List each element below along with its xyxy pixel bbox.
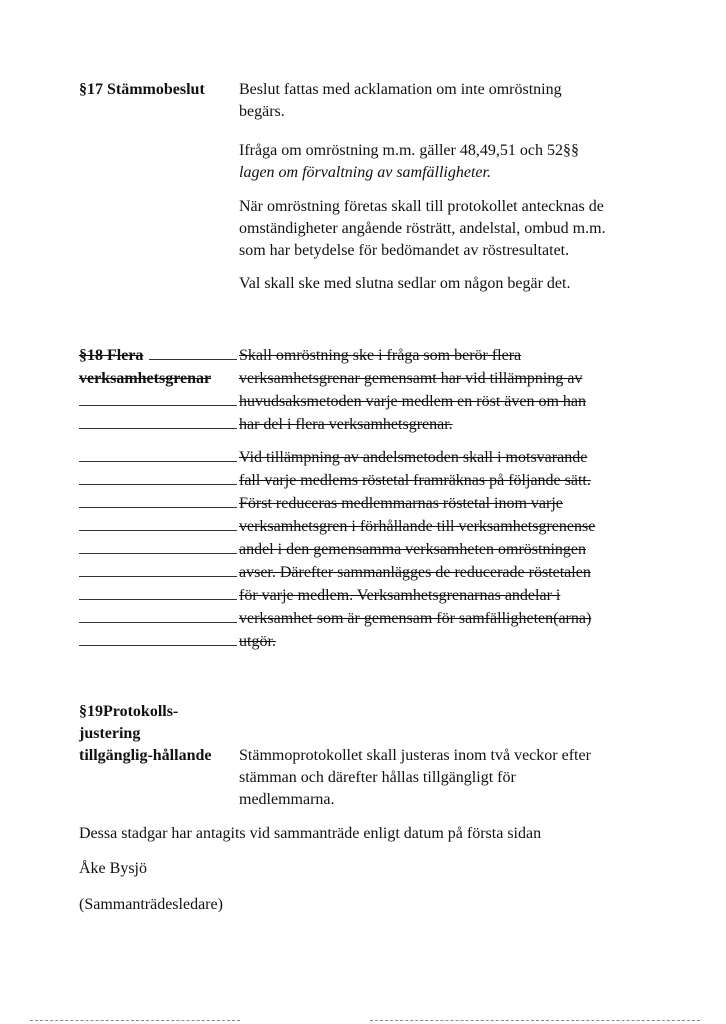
strike-dash-line xyxy=(79,428,237,429)
struck-text-line: huvudsaksmetoden varje medlem en röst även om han xyxy=(239,393,587,410)
section-18-struck xyxy=(79,345,639,654)
struck-text-line: har del i flera verksamhetsgrenar. xyxy=(239,416,453,433)
text-line: Ifråga om omröstning m.m. gäller 48,49,51 och 52§§ xyxy=(239,142,579,159)
section-17-title: §17 Stämmobeslut xyxy=(79,81,205,98)
strike-dash-line xyxy=(79,599,237,600)
struck-row xyxy=(79,470,639,493)
struck-text-line: utgör. xyxy=(239,633,276,650)
text-line: Stämmoprotokollet skall justeras inom två veckor efter xyxy=(239,747,591,764)
strike-dash-line xyxy=(79,484,237,485)
text-line: som har betydelse för bedömandet av röstresultatet. xyxy=(239,242,570,259)
signatory-role: (Sammanträdesledare) xyxy=(79,896,223,913)
text-line: omständigheter angående rösträtt, andelstal, ombud m.m. xyxy=(239,220,606,237)
scan-edge-line xyxy=(30,1020,240,1021)
struck-text-line: verksamhetsgrenar gemensamt har vid tillämpning av xyxy=(239,370,583,387)
strike-dash-line xyxy=(79,461,237,462)
section-18-title-line: §18 Flera xyxy=(79,347,144,364)
section-19-title xyxy=(79,701,211,767)
struck-row xyxy=(79,391,639,414)
struck-text-line: Skall omröstning ske i fråga som berör flera xyxy=(239,347,522,364)
text-line: medlemmarna. xyxy=(239,791,335,808)
strike-dash-line xyxy=(79,553,237,554)
text-line: begärs. xyxy=(239,103,285,120)
struck-text-line: verksamhetsgren i förhållande till verksamhetsgrenense xyxy=(239,518,596,535)
title-line: tillgänglig-hållande xyxy=(79,747,212,764)
section-17-paragraph-3 xyxy=(239,196,606,262)
section-17-paragraph-1 xyxy=(239,79,562,123)
struck-row xyxy=(79,585,639,608)
struck-row xyxy=(79,608,639,631)
strike-dash-line xyxy=(79,405,237,406)
text-line: lagen om förvaltning av samfälligheter. xyxy=(239,164,491,181)
strike-dash-line xyxy=(79,576,237,577)
text-line: Val skall ske med slutna sedlar om någon begär det. xyxy=(239,275,571,292)
struck-row xyxy=(79,516,639,539)
section-17-paragraph-4 xyxy=(239,273,570,295)
title-line: §19Protokolls- xyxy=(79,703,179,720)
strike-dash-line xyxy=(79,530,237,531)
title-line: justering xyxy=(79,725,141,742)
struck-text-line: Vid tillämpning av andelsmetoden skall i motsvarande xyxy=(239,449,588,466)
struck-row xyxy=(79,414,639,437)
strike-dash-line xyxy=(79,507,237,508)
struck-row xyxy=(79,631,639,654)
text-line: När omröstning företas skall till protokollet antecknas de xyxy=(239,198,604,215)
section-18-title-line: verksamhetsgrenar xyxy=(79,370,212,387)
text-line: Beslut fattas med acklamation om inte omröstning xyxy=(239,81,562,98)
text-line: stämman och därefter hållas tillgängligt för xyxy=(239,769,516,786)
struck-text-line: fall varje medlems röstetal framräknas på följande sätt. xyxy=(239,472,591,489)
section-19-paragraph xyxy=(239,745,591,811)
signatory-name: Åke Bysjö xyxy=(79,860,147,877)
struck-row xyxy=(79,368,639,391)
struck-row xyxy=(79,447,639,470)
struck-row xyxy=(79,562,639,585)
adoption-statement: Dessa stadgar har antagits vid sammanträde enligt datum på första sidan xyxy=(79,825,542,842)
strike-dash-line xyxy=(79,622,237,623)
struck-text-line: för varje medlem. Verksamhetsgrenarnas andelar i xyxy=(239,587,561,604)
struck-row xyxy=(79,345,639,368)
scan-edge-line xyxy=(370,1020,700,1021)
section-17-paragraph-2 xyxy=(239,140,579,184)
struck-row xyxy=(79,539,639,562)
struck-text-line: Först reduceras medlemmarnas röstetal inom varje xyxy=(239,495,563,512)
struck-text-line: verksamhet som är gemensam för samfälligheten(arna) xyxy=(239,610,592,627)
strike-dash-line xyxy=(149,359,237,360)
struck-text-line: andel i den gemensamma verksamheten omröstningen xyxy=(239,541,587,558)
struck-row xyxy=(79,493,639,516)
struck-text-line: avser. Därefter sammanlägges de reducerade röstetalen xyxy=(239,564,591,581)
strike-dash-line xyxy=(79,645,237,646)
